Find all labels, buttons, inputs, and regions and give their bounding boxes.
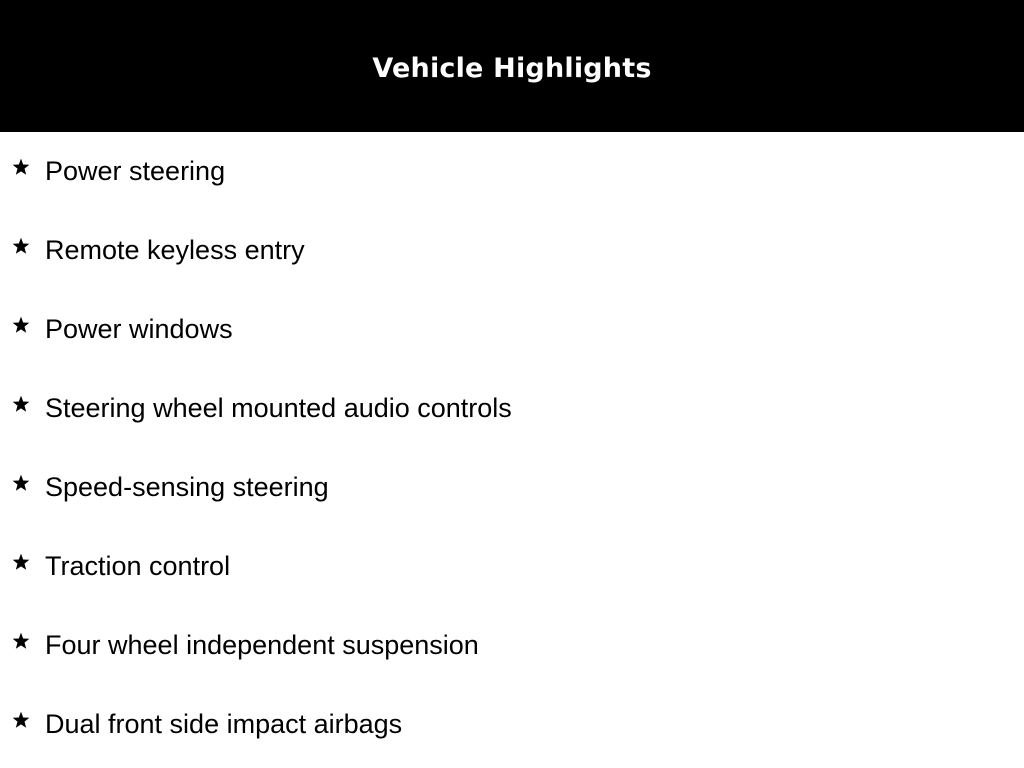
list-item: [0, 448, 1024, 527]
feature-list: [0, 132, 1024, 764]
list-item-label: Remote keyless entry: [45, 235, 305, 265]
star-icon: [11, 315, 31, 335]
list-item: [0, 132, 1024, 211]
list-item: [0, 527, 1024, 606]
page-header: [0, 0, 1024, 132]
list-item: [0, 369, 1024, 448]
list-item: [0, 606, 1024, 685]
list-item-label: Steering wheel mounted audio controls: [45, 393, 512, 423]
star-icon: [11, 710, 31, 730]
list-item: [0, 211, 1024, 290]
page-title: Vehicle Highlights: [372, 52, 652, 84]
list-item: [0, 685, 1024, 764]
list-item-label: Power steering: [45, 156, 226, 186]
star-icon: [11, 631, 31, 651]
star-icon: [11, 157, 31, 177]
list-item-label: Four wheel independent suspension: [45, 630, 479, 660]
star-icon: [11, 236, 31, 256]
list-item: [0, 290, 1024, 369]
star-icon: [11, 473, 31, 493]
list-item-label: Traction control: [45, 551, 231, 581]
list-item-label: Power windows: [45, 314, 233, 344]
star-icon: [11, 394, 31, 414]
star-icon: [11, 552, 31, 572]
list-item-label: Dual front side impact airbags: [45, 709, 403, 739]
list-item-label: Speed-sensing steering: [45, 472, 329, 502]
